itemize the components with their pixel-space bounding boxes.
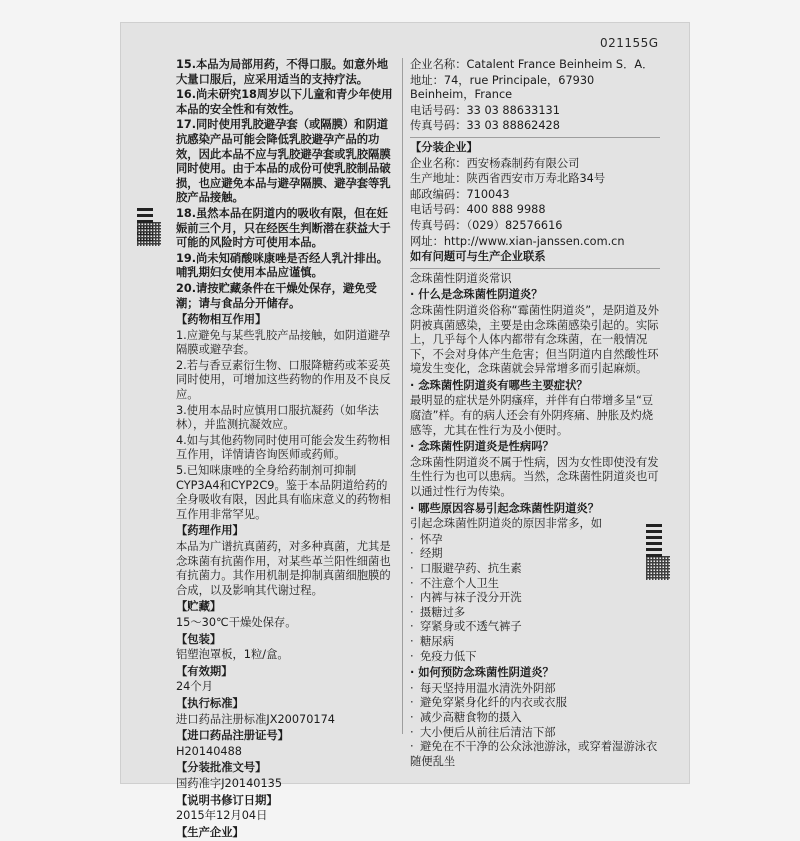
- list-item: · 避免穿紧身化纤的内衣或衣服: [410, 696, 567, 710]
- pharmacology-text: 本品为广谱抗真菌药，对多种真菌，尤其是念珠菌有抗菌作用，对某些革兰阳性细菌也有抗菌力。其作用机制是抑制真菌细胞膜的合成，以及影响其代谢过程。: [176, 540, 391, 597]
- company-fax: 传真号码：33 03 88862428: [410, 119, 560, 133]
- list-item: · 免疫力低下: [410, 649, 477, 663]
- question-4: · 哪些原因容易引起念珠菌性阴道炎？: [410, 501, 599, 515]
- question-1: · 什么是念珠菌性阴道炎？: [410, 288, 543, 302]
- packager-address: 生产地址：陕西省西安市万寿北路34号: [410, 172, 606, 186]
- list-item: · 口服避孕药、抗生素: [410, 562, 522, 575]
- contact-note: 如有问题可与生产企业联系: [410, 250, 546, 264]
- packager-phone: 电话号码：400 888 9988: [410, 203, 546, 217]
- company-name: 企业名称：Catalent France Beinheim S．A．: [410, 58, 654, 71]
- interaction-3: 3.使用本品时应慎用口服抗凝药（如华法林），并监测抗凝效应。: [176, 403, 379, 432]
- note-20: 20.请按贮藏条件在干燥处保存，避免受潮；请与食品分开储存。: [176, 281, 377, 310]
- manufacturer-heading: 【生产企业】: [176, 825, 244, 839]
- interaction-2: 2.若与香豆素衍生物、口服降糖药或苯妥英同时使用，可增加这些药物的作用及不良反应。: [176, 358, 391, 402]
- storage-heading: 【贮藏】: [176, 600, 222, 614]
- package-text: 铝塑泡罩板，1粒/盒。: [176, 648, 289, 662]
- revision-text: 2015年12月04日: [176, 809, 268, 823]
- answer-3: 念珠菌性阴道炎不属于性病，因为女性即使没有发生性行为也可以患病。当然，念珠菌性阴道炎也可以通过性行为传染。: [410, 455, 659, 499]
- divider-line: [410, 137, 660, 138]
- packager-heading: 【分装企业】: [410, 140, 478, 154]
- revision-heading: 【说明书修订日期】: [176, 793, 278, 807]
- question-5-text: 如何预防念珠菌性阴道炎？: [418, 666, 554, 680]
- import-no-text: H20140488: [176, 744, 242, 758]
- causes-list: [410, 533, 660, 664]
- list-item: · 经期: [410, 547, 443, 561]
- column-divider: [402, 58, 403, 734]
- interaction-1: 1.应避免与某些乳胶产品接触，如阴道避孕隔膜或避孕套。: [176, 328, 391, 357]
- company-phone: 电话号码：33 03 88633131: [410, 103, 560, 117]
- interaction-4: 4.如与其他药物同时使用可能会发生药物相互作用，详情请咨询医师或药师。: [176, 433, 391, 462]
- document-code: 021155G: [600, 36, 659, 50]
- interactions-heading: 【药物相互作用】: [176, 313, 267, 327]
- company-address: 地址：74，rue Principale，67930 Beinheim，France: [410, 73, 598, 102]
- pharmacology-heading: 【药理作用】: [176, 524, 244, 538]
- list-item: · 减少高糖食物的摄入: [410, 710, 522, 724]
- list-item: · 摄糖过多: [410, 605, 466, 619]
- question-2: · 念珠菌性阴道炎有哪些主要症状？: [410, 378, 588, 392]
- divider-line: [410, 268, 660, 269]
- list-item: · 不注意个人卫生: [410, 576, 500, 590]
- packager-name: 企业名称：西安杨森制药有限公司: [410, 156, 580, 170]
- standard-text: 进口药品注册标准JX20070174: [176, 712, 335, 726]
- question-3: · 念珠菌性阴道炎是性病吗？: [410, 440, 554, 454]
- list-item: · 怀孕: [410, 532, 443, 546]
- import-no-heading: 【进口药品注册证号】: [176, 729, 289, 743]
- question-4-text: 哪些原因容易引起念珠菌性阴道炎？: [418, 501, 599, 515]
- package-heading: 【包装】: [176, 632, 222, 646]
- question-5: · 如何预防念珠菌性阴道炎？: [410, 666, 554, 680]
- approval-text: 国药准字J20140135: [176, 776, 283, 790]
- standard-heading: 【执行标准】: [176, 696, 244, 710]
- knowledge-title: 念珠菌性阴道炎常识: [410, 271, 512, 285]
- note-16: 16.尚未研究18周岁以下儿童和青少年使用本品的安全性和有效性。: [176, 88, 393, 116]
- approval-heading: 【分装批准文号】: [176, 761, 267, 775]
- qr-code-icon: [137, 222, 161, 246]
- list-item: · 内裤与袜子没分开洗: [410, 591, 522, 605]
- storage-text: 15～30℃干燥处保存。: [176, 615, 297, 629]
- list-item: · 糖尿病: [410, 634, 454, 648]
- list-item: · 避免在不干净的公众泳池游泳，或穿着湿游泳衣随便乱坐: [410, 740, 658, 768]
- note-15: 15.本品为局部用药，不得口服。如意外地大量口服后，应采用适当的支持疗法。: [176, 58, 389, 86]
- question-2-text: 念珠菌性阴道炎有哪些主要症状？: [418, 378, 588, 392]
- interaction-5: 5.已知咪康唑的全身给药制剂可抑制CYP3A4和CYP2C9。鉴于本品阴道给药的全身吸收有限，因此具有临床意义的药物相互作用非常罕见。: [176, 464, 391, 521]
- question-3-text: 念珠菌性阴道炎是性病吗？: [418, 440, 554, 454]
- validity-heading: 【有效期】: [176, 664, 233, 678]
- note-19: 19.尚未知硝酸咪康唑是否经人乳汁排出。哺乳期妇女使用本品应谨慎。: [176, 251, 389, 280]
- note-18: 18.虽然本品在阴道内的吸收有限，但在妊娠前三个月，只在经医生判断潜在获益大于可能的风险时方可使用本品。: [176, 206, 391, 250]
- list-item: · 每天坚持用温水清洗外阴部: [410, 681, 556, 695]
- answer-2: 最明显的症状是外阴瘙痒，并伴有白带增多呈“豆腐渣”样。有的病人还会有外阴疼痛、肿胀及灼烧感等，尤其在性行为及小便时。: [410, 394, 654, 437]
- prevention-list: [410, 682, 660, 770]
- packager-fax: 传真号码：（029）82576616: [410, 218, 563, 232]
- right-column: [410, 58, 660, 769]
- question-1-text: 什么是念珠菌性阴道炎？: [418, 288, 543, 302]
- list-item: · 大小便后从前往后清洁下部: [410, 725, 556, 739]
- note-17: 17.同时使用乳胶避孕套（或隔膜）和阴道抗感染产品可能会降低乳胶避孕产品的功效，因此本品不应与乳胶避孕套或乳胶隔膜同时使用。由于本品的成份可使乳胶制品破损，也应避免本品与避孕隔膜、避孕套等乳胶产品接触。: [176, 118, 391, 205]
- validity-text: 24个月: [176, 680, 213, 694]
- answer-4: 引起念珠菌性阴道炎的原因非常多，如: [410, 517, 603, 531]
- packager-website: 网址：http://www.xian-janssen.com.cn: [410, 234, 625, 248]
- left-column: [176, 58, 396, 841]
- list-item: · 穿紧身或不透气裤子: [410, 620, 522, 634]
- packager-postcode: 邮政编码：710043: [410, 187, 510, 201]
- answer-1: 念珠菌性阴道炎俗称“霉菌性阴道炎”，是阴道及外阴被真菌感染，主要是由念珠菌感染引起的。实际上，几乎每个人体内都带有念珠菌，在一般情况下，不会对身体产生危害；但当阴道内自然酸性环境发生变化，念珠菌就会异常增多而引起麻烦。: [410, 303, 659, 376]
